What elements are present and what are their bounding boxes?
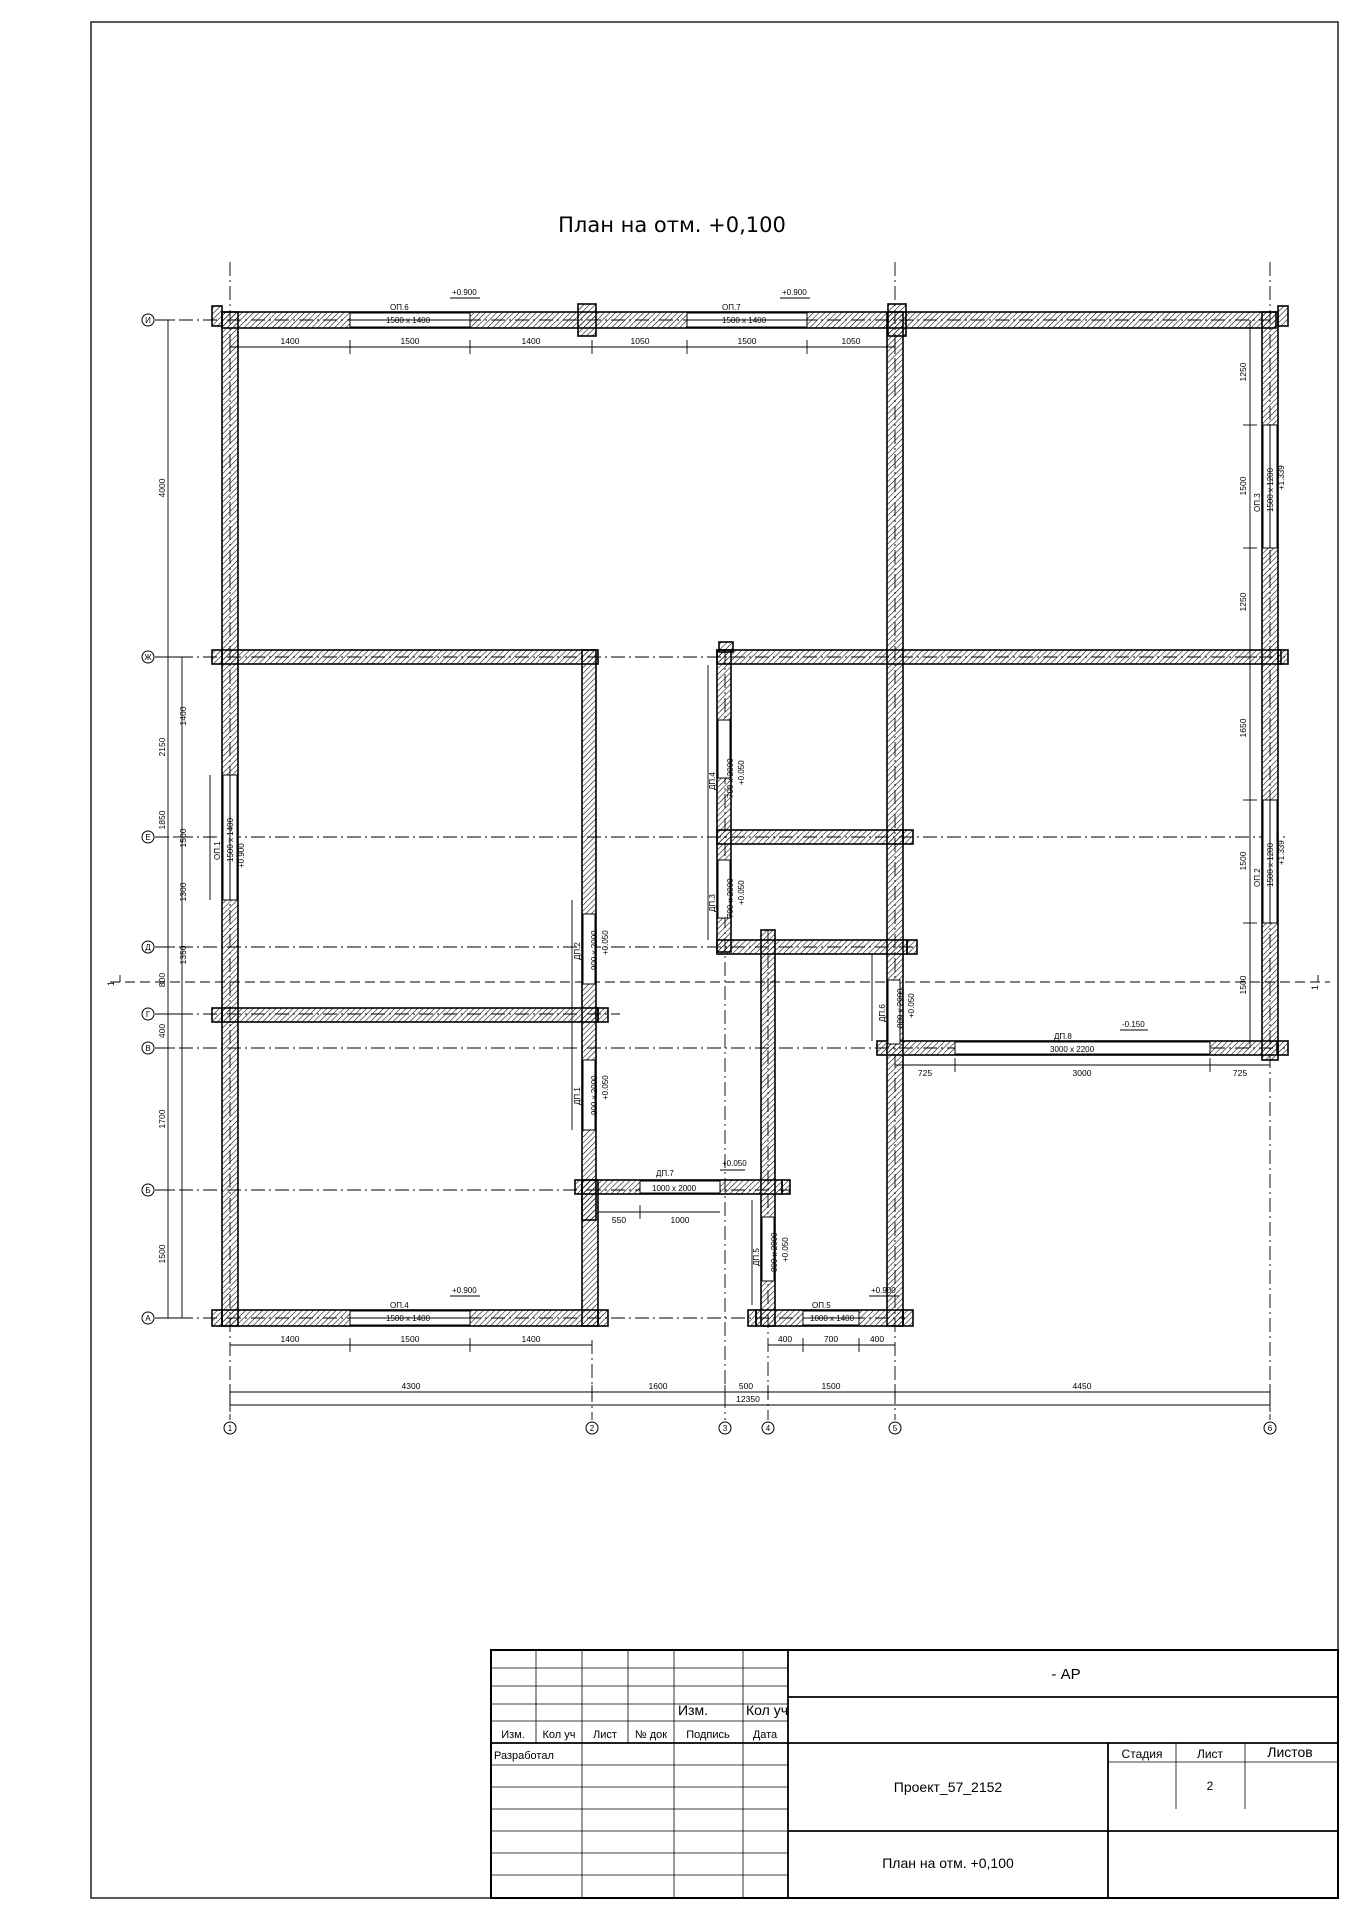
svg-text:Дата: Дата: [752, 1729, 778, 1741]
svg-text:1350: 1350: [178, 945, 188, 965]
op7-size: 1500 x 1400: [722, 316, 767, 325]
walls: [212, 304, 1288, 1326]
dp3-elev: +0.050: [737, 880, 746, 905]
svg-text:Стадия: Стадия: [1121, 1747, 1163, 1761]
svg-text:1050: 1050: [841, 336, 861, 346]
svg-text:Изм.: Изм.: [501, 1729, 525, 1741]
svg-text:Б: Б: [145, 1186, 151, 1195]
op5-elev: +0.900: [871, 1286, 896, 1295]
svg-text:400: 400: [777, 1334, 793, 1344]
dp4-elev: +0.050: [737, 760, 746, 785]
svg-text:725: 725: [1232, 1068, 1248, 1078]
op2-mark: ОП.2: [1253, 868, 1262, 887]
axis-labels: [144, 316, 1272, 1433]
svg-text:1000: 1000: [670, 1215, 690, 1225]
svg-text:500: 500: [738, 1381, 754, 1391]
svg-text:Д: Д: [145, 943, 151, 952]
svg-text:1700: 1700: [157, 1109, 167, 1129]
dp2-mark: ДП.2: [573, 942, 582, 960]
op7-elev: +0.900: [782, 288, 807, 297]
drawing-title: План на отм. +0,100: [558, 213, 786, 237]
svg-text:400: 400: [869, 1334, 885, 1344]
op1-mark: ОП.1: [213, 841, 222, 860]
dimension-texts-vertical: [157, 362, 1248, 1263]
dp6-mark: ДП.6: [878, 1004, 887, 1022]
svg-text:3: 3: [722, 1424, 728, 1433]
svg-text:Изм.: Изм.: [678, 1702, 708, 1718]
dp8-size: 3000 x 2200: [1050, 1045, 1095, 1054]
svg-text:550: 550: [611, 1215, 627, 1225]
svg-text:И: И: [145, 316, 151, 325]
svg-text:1250: 1250: [1238, 362, 1248, 382]
svg-text:№ док: № док: [634, 1729, 668, 1741]
dp4-size: 700 x 2000: [726, 758, 735, 798]
svg-text:1500: 1500: [1238, 476, 1248, 496]
dp8-mark: ДП.8: [1054, 1032, 1072, 1041]
svg-text:2150: 2150: [157, 737, 167, 757]
svg-text:1400: 1400: [280, 1334, 300, 1344]
dp4-mark: ДП.4: [708, 772, 717, 790]
axis-markers: [142, 314, 1276, 1434]
sheet-frame: [91, 22, 1338, 1898]
op4-mark: ОП.4: [390, 1301, 409, 1310]
svg-text:1500: 1500: [178, 828, 188, 848]
svg-text:3000: 3000: [1072, 1068, 1092, 1078]
svg-text:1400: 1400: [280, 336, 300, 346]
op2-elev: +1.339: [1277, 840, 1286, 865]
dp5-mark: ДП.5: [752, 1248, 761, 1266]
dp5-size: 800 x 2000: [770, 1232, 779, 1272]
svg-text:4450: 4450: [1072, 1381, 1092, 1391]
svg-text:12350: 12350: [736, 1394, 760, 1404]
op7-mark: ОП.7: [722, 303, 741, 312]
svg-text:Ж: Ж: [144, 653, 152, 662]
svg-text:1500: 1500: [737, 336, 757, 346]
op5-size: 1000 x 1400: [810, 1314, 855, 1323]
dp1-elev: +0.050: [601, 1075, 610, 1100]
svg-text:В: В: [145, 1044, 151, 1053]
sheet-number: 2: [1206, 1779, 1214, 1793]
svg-text:1400: 1400: [521, 1334, 541, 1344]
svg-text:1500: 1500: [400, 336, 420, 346]
svg-text:Листов: Листов: [1267, 1744, 1313, 1760]
op3-elev: +1.339: [1277, 465, 1286, 490]
svg-text:Кол уч: Кол уч: [746, 1702, 788, 1718]
svg-text:Г: Г: [145, 1010, 151, 1019]
svg-text:Лист: Лист: [1196, 1747, 1224, 1761]
dp6-size: 800 x 2000: [896, 988, 905, 1028]
sheet-title: План на отм. +0,100: [882, 1855, 1014, 1871]
svg-text:4000: 4000: [157, 478, 167, 498]
svg-text:725: 725: [917, 1068, 933, 1078]
svg-text:Подпись: Подпись: [686, 1729, 730, 1741]
svg-text:1650: 1650: [1238, 718, 1248, 738]
svg-text:4300: 4300: [401, 1381, 421, 1391]
op5-mark: ОП.5: [812, 1301, 831, 1310]
svg-text:1: 1: [106, 980, 116, 986]
op3-size: 1500 x 1200: [1266, 467, 1275, 512]
svg-text:1250: 1250: [1238, 592, 1248, 612]
dp2-elev: +0.050: [601, 930, 610, 955]
op3-mark: ОП.3: [1253, 493, 1262, 512]
svg-text:1500: 1500: [1238, 851, 1248, 871]
svg-text:Кол уч: Кол уч: [542, 1729, 576, 1741]
op1-size: 1500 x 1400: [226, 817, 235, 862]
svg-text:1300: 1300: [178, 882, 188, 902]
svg-text:1500: 1500: [157, 1244, 167, 1264]
svg-text:400: 400: [157, 1023, 167, 1039]
svg-text:1500: 1500: [1238, 975, 1248, 995]
developed-by: Разработал: [494, 1750, 554, 1762]
svg-text:6: 6: [1267, 1424, 1273, 1433]
op6-elev: +0.900: [452, 288, 477, 297]
dp1-size: 900 x 2000: [590, 1075, 599, 1115]
dp7-elev: +0.050: [722, 1159, 747, 1168]
svg-text:1: 1: [227, 1424, 233, 1433]
dp2-size: 900 x 2000: [590, 930, 599, 970]
dp7-size: 1000 x 2000: [652, 1184, 697, 1193]
dp8-elev: -0.150: [1122, 1020, 1145, 1029]
svg-text:Е: Е: [145, 833, 151, 842]
dp6-elev: +0.050: [907, 993, 916, 1018]
op2-size: 1500 x 1200: [1266, 842, 1275, 887]
svg-text:1850: 1850: [157, 810, 167, 830]
svg-text:800: 800: [157, 972, 167, 988]
op6-size: 1500 x 1400: [386, 316, 431, 325]
svg-text:2: 2: [589, 1424, 595, 1433]
dp3-mark: ДП.3: [708, 894, 717, 912]
svg-text:1400: 1400: [521, 336, 541, 346]
svg-text:700: 700: [823, 1334, 839, 1344]
svg-text:5: 5: [892, 1424, 898, 1433]
doc-code: - АР: [1051, 1666, 1081, 1683]
op4-size: 1500 x 1400: [386, 1314, 431, 1323]
svg-text:1500: 1500: [400, 1334, 420, 1344]
svg-text:1400: 1400: [178, 706, 188, 726]
dp7-mark: ДП.7: [656, 1169, 674, 1178]
svg-text:1500: 1500: [821, 1381, 841, 1391]
dp1-mark: ДП.1: [573, 1087, 582, 1105]
dp3-size: 700 x 2000: [726, 878, 735, 918]
op4-elev: +0.900: [452, 1286, 477, 1295]
openings: [223, 313, 1277, 1325]
svg-text:4: 4: [765, 1424, 771, 1433]
svg-text:1: 1: [1310, 984, 1320, 990]
svg-text:1600: 1600: [648, 1381, 668, 1391]
window-labels: [213, 288, 1286, 1323]
op1-elev: +0.900: [237, 843, 246, 868]
project-name: Проект_57_2152: [893, 1779, 1003, 1795]
svg-text:1050: 1050: [630, 336, 650, 346]
svg-text:Лист: Лист: [593, 1729, 617, 1741]
svg-text:А: А: [145, 1314, 151, 1323]
op6-mark: ОП.6: [390, 303, 409, 312]
dp5-elev: +0.050: [781, 1237, 790, 1262]
